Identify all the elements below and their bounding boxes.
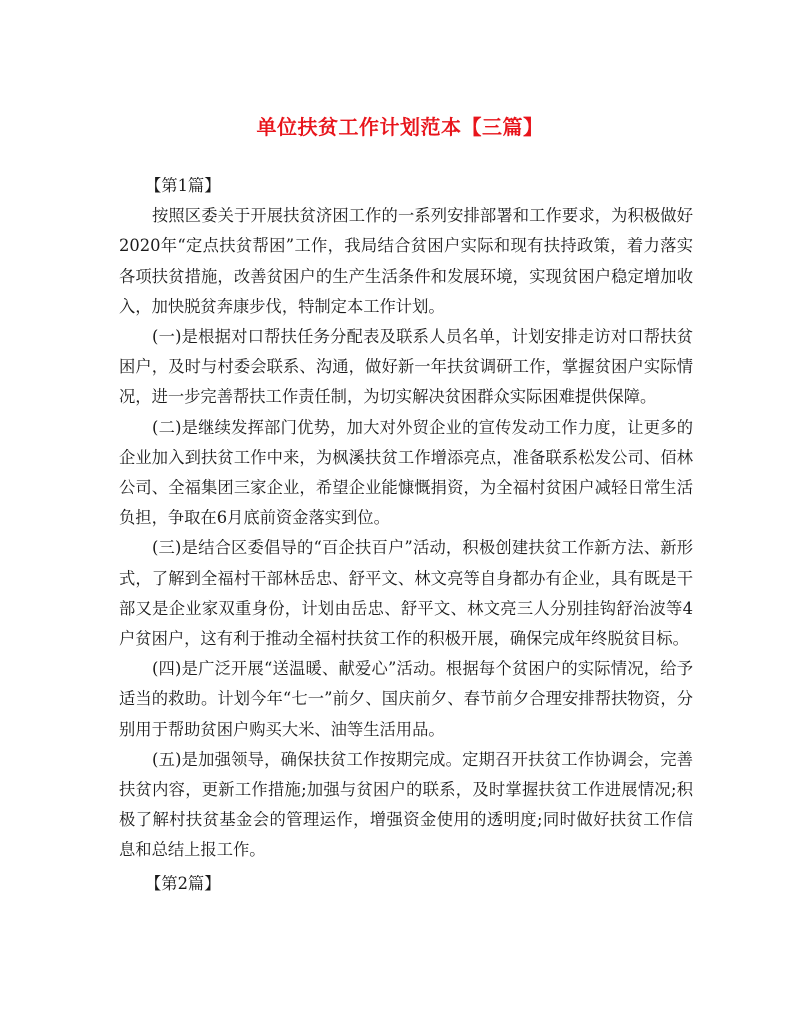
paragraph-item-4: (四)是广泛开展“送温暖、献爱心”活动。根据每个贫困户的实际情况，给予适当的救助。计划今年“七一”前夕、国庆前夕、春节前夕合理安排帮扶物资，分别用于帮助贫困户购买大米、油等生活用品。	[119, 659, 693, 739]
section-1-heading: 【第1篇】	[145, 176, 221, 195]
paragraph-intro: 按照区委关于开展扶贫济困工作的一系列安排部署和工作要求，为积极做好2020年“定点扶贫帮困”工作，我局结合贫困户实际和现有扶持政策，着力落实各项扶贫措施，改善贫困户的生产生活条件和发展环境，实现贫困户稳定增加收入，加快脱贫奔康步伐，特制定本工作计划。	[119, 206, 693, 316]
paragraph-item-3: (三)是结合区委倡导的“百企扶百户”活动，积极创建扶贫工作新方法、新形式，了解到全福村干部林岳忠、舒平文、林文亮等自身都办有企业，具有既是干部又是企业家双重身份，计划由岳忠、舒平文、林文亮三人分别挂钩舒治波等4户贫困户，这有利于推动全福村扶贫工作的积极开展，确保完成年终脱贫目标。	[119, 538, 693, 649]
section-2-heading: 【第2篇】	[145, 873, 221, 893]
paragraph-item-1: (一)是根据对口帮扶任务分配表及联系人员名单，计划安排走访对口帮扶贫困户，及时与村委会联系、沟通，做好新一年扶贫调研工作，掌握贫困户实际情况，进一步完善帮扶工作责任制，为切实解决贫困群众实际困难提供保障。	[119, 327, 693, 407]
document-title: 单位扶贫工作计划范本【三篇】	[256, 115, 544, 139]
paragraph-item-5: (五)是加强领导，确保扶贫工作按期完成。定期召开扶贫工作协调会，完善扶贫内容，更新工作措施;加强与贫困户的联系，及时掌握扶贫工作进展情况;积极了解村扶贫基金会的管理运作，增强资金使用的透明度;同时做好扶贫工作信息和总结上报工作。	[119, 749, 693, 860]
paragraph-item-2: (二)是继续发挥部门优势，加大对外贸企业的宣传发动工作力度，让更多的企业加入到扶贫工作中来，为枫溪扶贫工作增添亮点，准备联系松发公司、佰林公司、全福集团三家企业，希望企业能慷慨捐资，为全福村贫困户减轻日常生活负担，争取在6月底前资金落实到位。	[119, 417, 693, 528]
document-body	[119, 171, 693, 899]
